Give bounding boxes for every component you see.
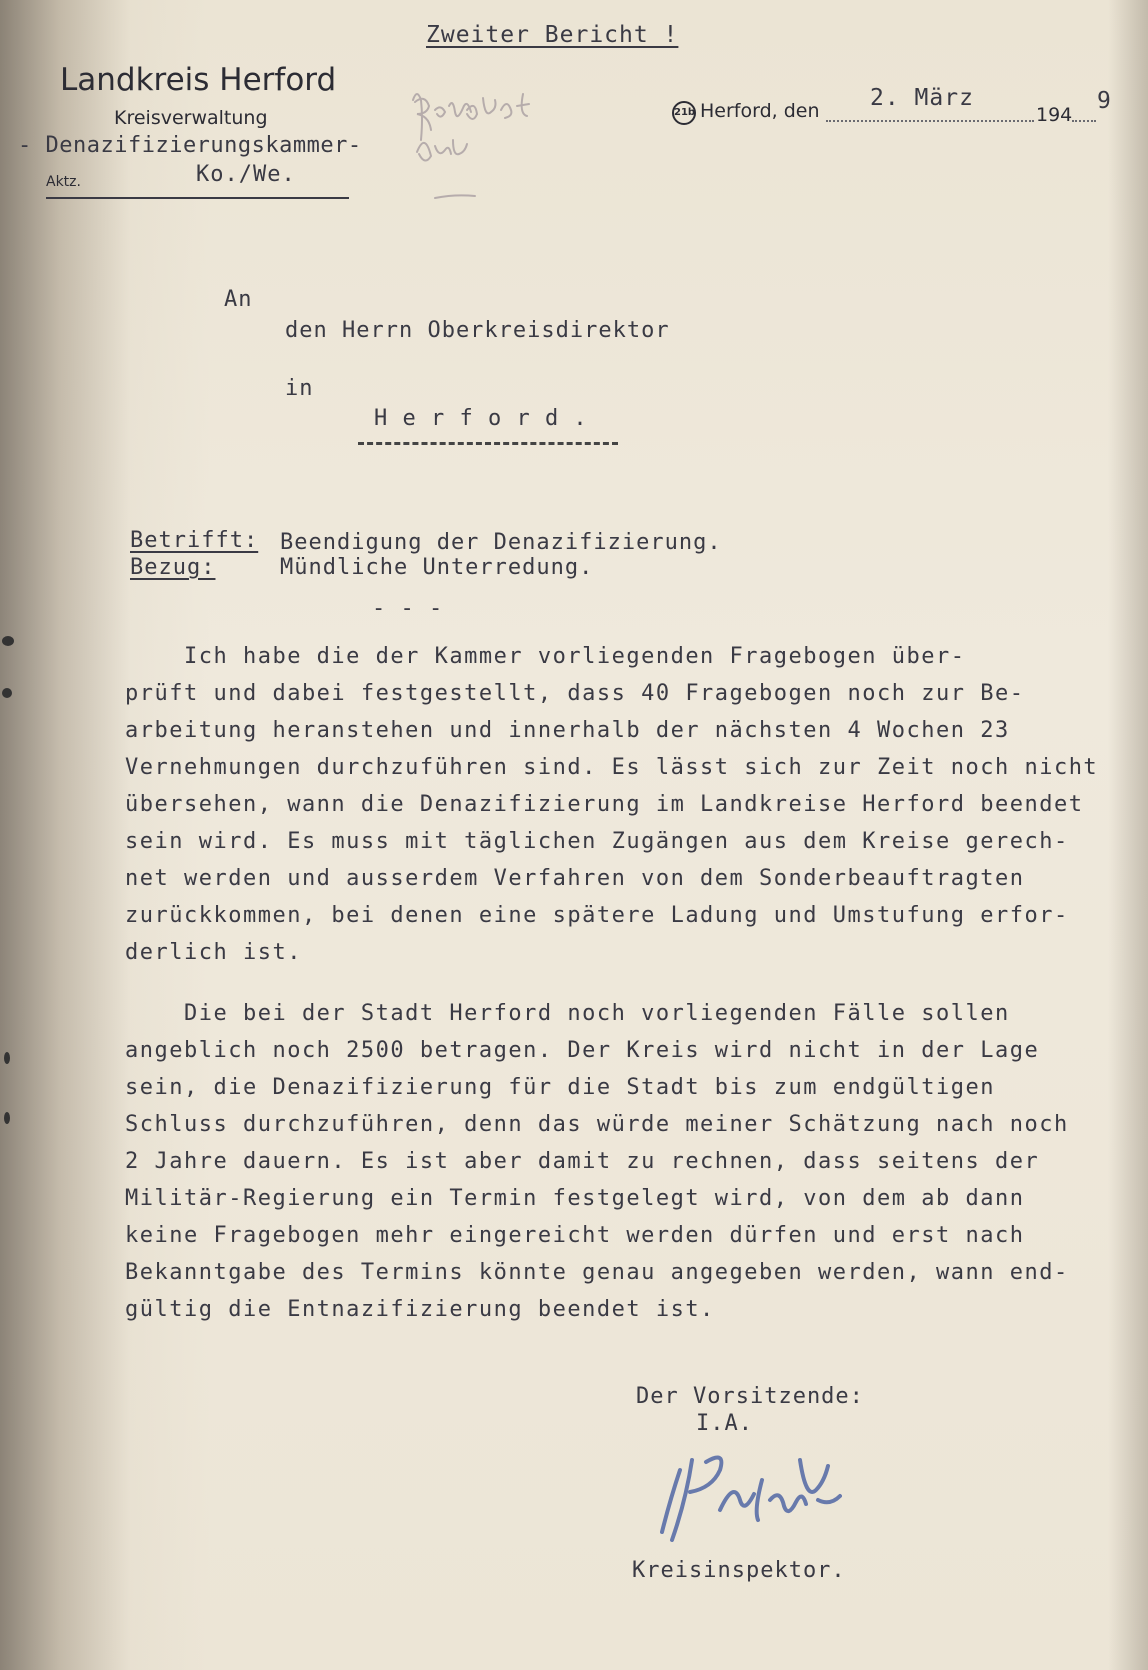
pencil-annotation (405, 80, 575, 210)
org-name: Landkreis Herford (60, 62, 337, 98)
closing-ia: I.A. (696, 1411, 753, 1436)
body-line: prüft und dabei festgestellt, dass 40 Fragebogen noch zur Be- (125, 681, 1025, 706)
year-dotted-line (1072, 120, 1096, 122)
closing-role: Der Vorsitzende: (636, 1384, 864, 1409)
body-line: angeblich noch 2500 betragen. Der Kreis wird nicht in der Lage (125, 1038, 1040, 1063)
body-line: übersehen, wann die Denazifizierung im Landkreise Herford beendet (125, 792, 1084, 817)
year-prefix: 194 (1036, 104, 1073, 126)
binding-mark (4, 1052, 10, 1064)
body-line: sein wird. Es muss mit täglichen Zugängen aus dem Kreise gerech- (125, 829, 1069, 854)
body-line: 2 Jahre dauern. Es ist aber damit zu rechnen, dass seitens der (125, 1149, 1040, 1174)
body-paragraph-2 (125, 995, 1125, 1328)
body-line: gültig die Entnazifizierung beendet ist. (125, 1297, 715, 1322)
section-separator: - - - (372, 596, 444, 621)
year-digit: 9 (1097, 88, 1112, 114)
letterhead-rule (46, 197, 349, 199)
body-line: derlich ist. (125, 940, 302, 965)
report-remark: Zweiter Bericht ! (426, 22, 679, 48)
reference-text: Mündliche Unterredung. (280, 555, 594, 580)
reference-label-bezug: Bezug: (130, 555, 216, 580)
body-line: zurückkommen, bei denen eine spätere Ladung und Umstufung erfor- (125, 903, 1069, 928)
subject-label: Betrifft: (130, 528, 259, 553)
date-day-month: 2. März (870, 85, 974, 111)
recipient-name: den Herrn Oberkreisdirektor (285, 318, 670, 343)
place-label: Herford, den (700, 100, 820, 122)
binding-mark (2, 688, 12, 698)
body-line: Schluss durchzuführen, denn das würde meiner Schätzung nach noch (125, 1112, 1069, 1137)
binding-mark (4, 1112, 10, 1124)
division-name: - Denazifizierungskammer- (18, 133, 362, 158)
address-in-label: in (285, 376, 314, 401)
body-line: keine Fragebogen mehr eingereicht werden dürfen und erst nach (125, 1223, 1025, 1248)
reference-label: Aktz. (46, 174, 81, 190)
body-line: sein, die Denazifizierung für die Stadt bis zum endgültigen (125, 1075, 995, 1100)
body-paragraph-1 (125, 638, 1125, 971)
department-name: Kreisverwaltung (114, 107, 268, 129)
reference-code: Ko./We. (196, 162, 296, 187)
subject-text: Beendigung der Denazifizierung. (280, 530, 722, 555)
postal-district-stamp-icon: 21b (672, 101, 696, 125)
body-line: Ich habe die der Kammer vorliegenden Fragebogen über- (125, 644, 966, 669)
binding-mark (2, 636, 14, 646)
closing-title: Kreisinspektor. (632, 1558, 846, 1583)
body-line: Bekanntgabe des Termins könnte genau angegeben werden, wann end- (125, 1260, 1069, 1285)
address-to-label: An (224, 287, 253, 312)
body-line: net werden und ausserdem Verfahren von dem Sonderbeauftragten (125, 866, 1025, 891)
body-line: Militär-Regierung ein Termin festgelegt wird, von dem ab dann (125, 1186, 1025, 1211)
body-line: arbeitung heranstehen und innerhalb der nächsten 4 Wochen 23 (125, 718, 1010, 743)
recipient-city: H e r f o r d . (374, 406, 588, 431)
city-dashed-underline (358, 442, 618, 445)
date-dotted-line (826, 120, 1034, 122)
body-line: Vernehmungen durchzuführen sind. Es lässt sich zur Zeit noch nicht (125, 755, 1099, 780)
body-line: Die bei der Stadt Herford noch vorliegenden Fälle sollen (125, 1001, 1010, 1026)
handwritten-signature (650, 1440, 880, 1550)
